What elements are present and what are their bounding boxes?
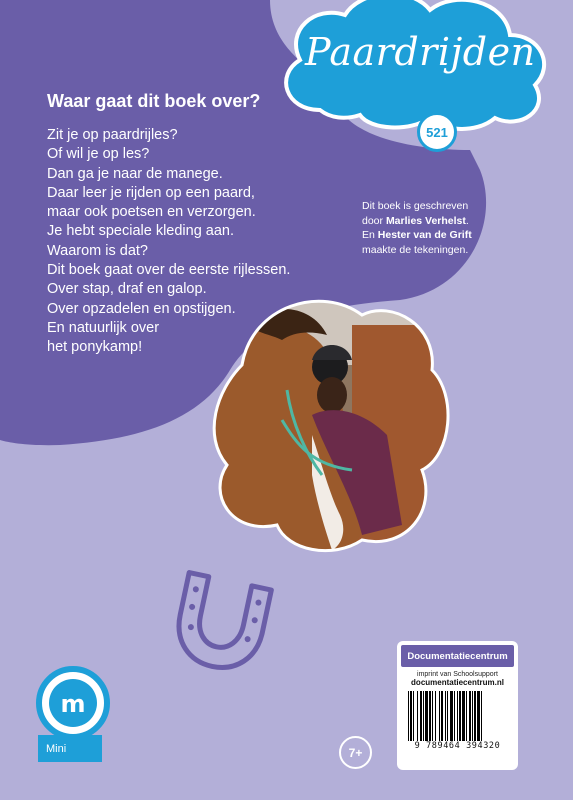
- barcode-bar: [472, 691, 473, 741]
- horseshoe-icon: [160, 565, 280, 675]
- blurb-line: En natuurlijk over: [47, 319, 160, 336]
- series-number-badge: 521: [417, 112, 457, 152]
- barcode-bar: [432, 691, 433, 741]
- credits-prefix: En: [362, 229, 378, 241]
- barcode-bar: [477, 691, 480, 741]
- credits-line: [362, 214, 472, 229]
- barcode-bar: [439, 691, 440, 741]
- credits-line: [362, 228, 472, 243]
- credits-line: Dit boek is geschreven: [362, 200, 469, 212]
- barcode-bar: [417, 691, 418, 741]
- series-tag: Mini: [38, 735, 102, 762]
- website-text: documentatiecentrum.nl: [411, 678, 504, 687]
- blurb-line: Daar leer je rijden op een paard,: [47, 184, 255, 201]
- blurb-line: Dit boek gaat over de eerste rijlessen.: [47, 262, 291, 279]
- barcode-bar: [454, 691, 455, 741]
- barcode: [404, 691, 512, 741]
- barcode-bar: [435, 691, 436, 741]
- illustrator-name: Hester van de Grift: [377, 229, 472, 241]
- book-title: Paardrijden: [305, 30, 536, 74]
- barcode-bar: [481, 691, 482, 741]
- barcode-bar: [469, 691, 471, 741]
- publisher-name: Documentatiecentrum: [401, 645, 514, 667]
- barcode-bar: [420, 691, 422, 741]
- barcode-bar: [459, 691, 461, 741]
- credits: [362, 199, 472, 257]
- barcode-bar: [474, 691, 476, 741]
- age-badge: 7+: [339, 736, 372, 769]
- author-name: Marlies Verhelst: [385, 214, 466, 227]
- blurb-line: Zit je op paardrijles?: [47, 127, 178, 143]
- barcode-bar: [441, 691, 443, 741]
- imprint-text: imprint van Schoolsupport: [417, 671, 498, 678]
- section-heading: Waar gaat dit boek over?: [47, 91, 261, 111]
- credits-suffix: .: [465, 214, 469, 227]
- blurb-line: Waarom is dat?: [47, 242, 148, 259]
- barcode-bar: [457, 691, 458, 741]
- blurb-line: het ponykamp!: [47, 339, 143, 356]
- blurb-line: Over stap, draf en galop.: [47, 281, 207, 298]
- barcode-bar: [408, 691, 409, 741]
- barcode-bar: [425, 691, 428, 741]
- barcode-bar: [445, 691, 446, 741]
- publisher-logo: [33, 663, 113, 743]
- credits-prefix: door: [362, 214, 386, 227]
- barcode-bar: [410, 691, 412, 741]
- blurb-line: Over opzadelen en opstijgen.: [47, 300, 236, 317]
- barcode-bar: [413, 691, 414, 741]
- barcode-bar: [466, 691, 467, 741]
- barcode-bar: [423, 691, 424, 741]
- svg-text:m: m: [60, 690, 86, 718]
- barcode-bar: [462, 691, 465, 741]
- barcode-bar: [450, 691, 453, 741]
- barcode-bar: [429, 691, 431, 741]
- blurb-line: Je hebt speciale kleding aan.: [47, 223, 235, 240]
- credits-line: maakte de tekeningen.: [362, 243, 469, 256]
- blurb-line: maar ook poetsen en verzorgen.: [47, 204, 256, 221]
- isbn-number: 9 789464 394320: [414, 741, 501, 751]
- blurb-line: Dan ga je naar de manege.: [47, 165, 223, 182]
- barcode-bar: [447, 691, 448, 741]
- horse-and-rider-photo: [212, 295, 452, 555]
- blurb-line: Of wil je op les?: [47, 146, 150, 163]
- barcode-panel: [397, 641, 518, 770]
